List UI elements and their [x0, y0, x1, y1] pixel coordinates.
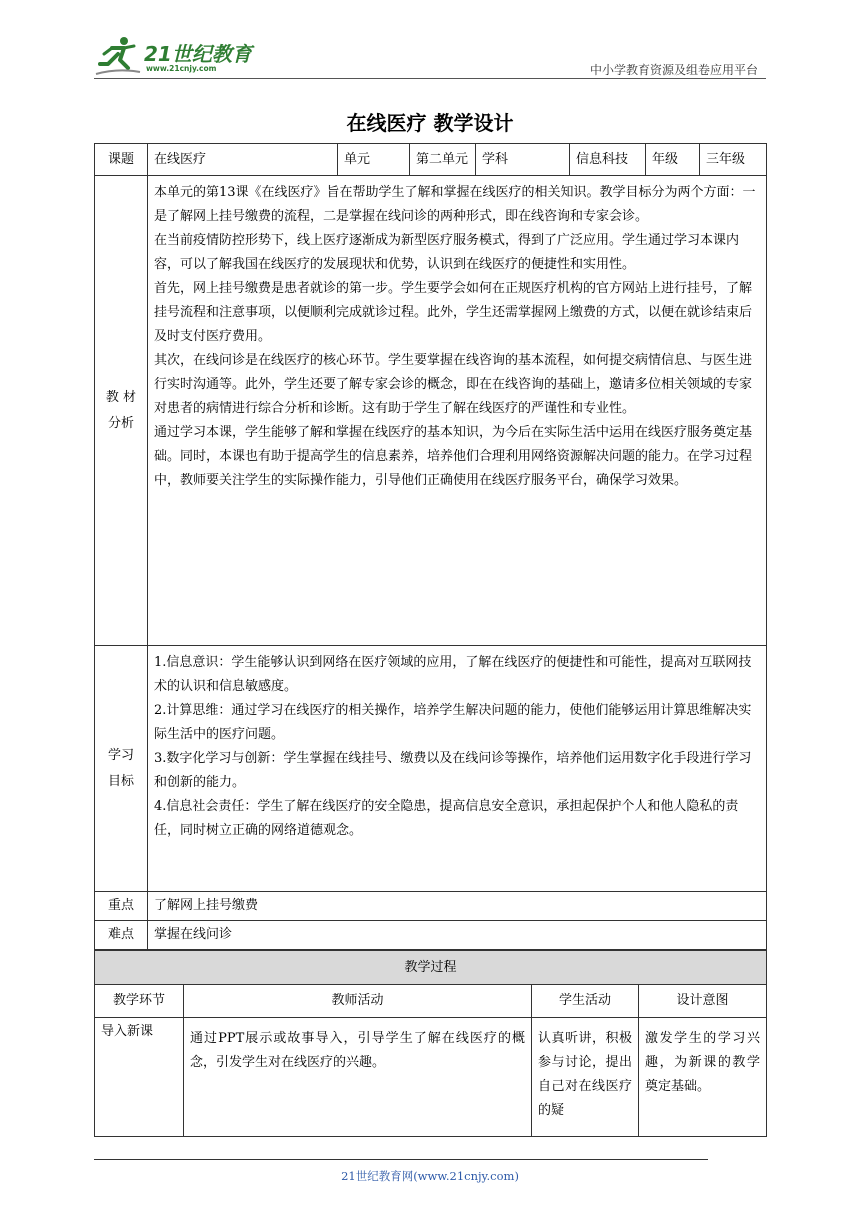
logo-text: 21世纪教育	[144, 42, 252, 66]
student-activity-cell: 认真听讲，积极参与讨论，提出自己对在线医疗的疑	[532, 1018, 639, 1137]
topic-value: 在线医疗	[148, 144, 338, 176]
unit-label: 单元	[338, 144, 410, 176]
running-figure-icon	[94, 34, 142, 78]
footer-divider	[94, 1159, 708, 1160]
platform-name: 中小学教育资源及组卷应用平台	[589, 63, 758, 77]
teacher-activity-cell: 通过PPT展示或故事导入，引导学生了解在线医疗的概念，引发学生对在线医疗的兴趣。	[184, 1018, 532, 1137]
process-title: 教学过程	[95, 951, 767, 985]
logo-url: www.21cnjy.com	[146, 64, 217, 73]
analysis-paragraph: 首先，网上挂号缴费是患者就诊的第一步。学生要学会如何在正规医疗机构的官方网站上进行挂号，了解挂号流程和注意事项，以便顺利完成就诊过程。此外，学生还需掌握网上缴费的方式，以便在就诊结束后及时支付医疗费用。	[154, 281, 753, 344]
table-row	[95, 1018, 767, 1137]
column-header-student: 学生活动	[532, 985, 639, 1018]
grade-value: 三年级	[700, 144, 767, 176]
objectives-content	[148, 646, 767, 892]
objective-item: 3.数字化学习与创新：学生掌握在线挂号、缴费以及在线问诊等操作，培养他们运用数字化手段进行学习和创新的能力。	[154, 751, 752, 790]
key-point-value: 了解网上挂号缴费	[148, 892, 767, 921]
column-header-intent: 设计意图	[639, 985, 767, 1018]
objective-item: 4.信息社会责任：学生了解在线医疗的安全隐患，提高信息安全意识，承担起保护个人和他人隐私的责任，同时树立正确的网络道德观念。	[154, 799, 739, 838]
logo	[94, 34, 264, 78]
design-intent-cell: 激发学生的学习兴趣，为新课的教学奠定基础。	[639, 1018, 767, 1137]
topic-label: 课题	[95, 144, 148, 176]
process-table	[94, 950, 767, 1137]
page-title: 在线医疗 教学设计	[346, 111, 514, 135]
analysis-paragraph: 本单元的第13课《在线医疗》旨在帮助学生了解和掌握在线医疗的相关知识。教学目标分为两个方面：一是了解网上挂号缴费的流程，二是掌握在线问诊的两种形式，即在线咨询和专家会诊。	[154, 185, 756, 224]
unit-value: 第二单元	[410, 144, 476, 176]
difficulty-label: 难点	[95, 921, 148, 950]
stage-cell: 导入新课	[95, 1018, 184, 1137]
grade-label: 年级	[646, 144, 700, 176]
subject-value: 信息科技	[570, 144, 646, 176]
info-table	[94, 143, 767, 950]
footer-text: 21世纪教育网(www.21cnjy.com)	[341, 1169, 519, 1183]
analysis-label: 教 材 分析	[95, 176, 148, 646]
objectives-label: 学习 目标	[95, 646, 148, 892]
objective-item: 2.计算思维：通过学习在线医疗的相关操作，培养学生解决问题的能力，使他们能够运用计算思维解决实际生活中的医疗问题。	[154, 703, 752, 742]
subject-label: 学科	[476, 144, 570, 176]
key-point-label: 重点	[95, 892, 148, 921]
analysis-paragraph: 在当前疫情防控形势下，线上医疗逐渐成为新型医疗服务模式，得到了广泛应用。学生通过学习本课内容，可以了解我国在线医疗的发展现状和优势，认识到在线医疗的便捷性和实用性。	[154, 233, 740, 272]
difficulty-value: 掌握在线问诊	[148, 921, 767, 950]
page-header	[94, 34, 764, 78]
analysis-paragraph: 通过学习本课，学生能够了解和掌握在线医疗的基本知识，为今后在实际生活中运用在线医疗服务奠定基础。同时，本课也有助于提高学生的信息素养，培养他们合理利用网络资源解决问题的能力。在学习过程中，教师要关注学生的实际操作能力，引导他们正确使用在线医疗服务平台，确保学习效果。	[154, 425, 753, 488]
analysis-content	[148, 176, 767, 646]
column-header-teacher: 教师活动	[184, 985, 532, 1018]
objective-item: 1.信息意识：学生能够认识到网络在医疗领域的应用，了解在线医疗的便捷性和可能性，提高对互联网技术的认识和信息敏感度。	[154, 655, 752, 694]
header-divider	[94, 78, 766, 79]
column-header-stage: 教学环节	[95, 985, 184, 1018]
analysis-paragraph: 其次，在线问诊是在线医疗的核心环节。学生要掌握在线咨询的基本流程，如何提交病情信息、与医生进行实时沟通等。此外，学生还要了解专家会诊的概念，即在在线咨询的基础上，邀请多位相关领域的专家对患者的病情进行综合分析和诊断。这有助于学生了解在线医疗的严谨性和专业性。	[154, 353, 753, 416]
